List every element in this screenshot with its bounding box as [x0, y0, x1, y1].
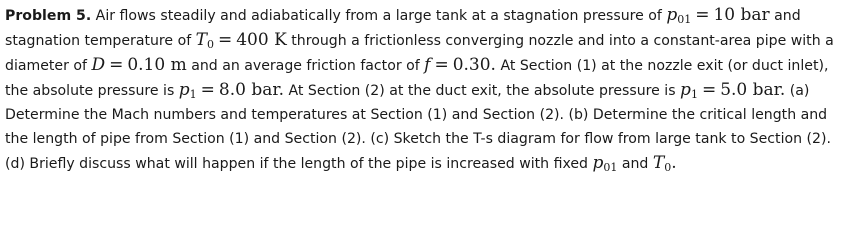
math-fixed-stagnation-temperature: $T_0$.: [652, 153, 677, 174]
problem-body: [5, 5, 834, 174]
math-stagnation-temperature: $T_0 = 400$ K: [195, 30, 287, 51]
problem-text-segment: At Section (1) at the nozzle exit (or duct inlet), the absolute pressure is: [5, 58, 829, 99]
problem-text-segment: (a) Determine the Mach numbers and temperatures at Section (1) and Section (2). (b) Determine the critical length and the length of pipe from Section (1) and Section (2). (c) Sketch the T-s diagram for flow from large tank to Section (2). (d) Briefly discuss what will happen if the length of the pipe is increased with fixed: [5, 83, 831, 172]
problem-text-segment: Air flows steadily and adiabatically from a large tank at a stagnation pressure of: [91, 8, 667, 24]
math-pipe-diameter: D = 0.10 m: [91, 55, 187, 75]
math-section2-pressure: $p_1 = 5.0$ bar.: [680, 80, 786, 101]
math-stagnation-pressure: $p_{01} = 10$ bar: [666, 5, 770, 26]
math-fixed-stagnation-pressure: $p_{01}$: [592, 153, 618, 174]
problem-label: Problem 5.: [5, 8, 92, 24]
math-friction-factor: f = 0.30.: [424, 55, 496, 75]
problem-text-segment: and an average friction factor of: [186, 58, 425, 74]
math-section1-pressure: $p_1 = 8.0$ bar.: [178, 80, 285, 101]
problem-text-segment: and stagnation temperature of: [5, 8, 801, 49]
problem-text-segment: and: [617, 156, 653, 172]
problem-text-segment: through a frictionless converging nozzle and into a constant-area pipe with a diameter of: [5, 33, 834, 74]
problem-text-segment: At Section (2) at the duct exit, the absolute pressure is: [284, 83, 681, 99]
